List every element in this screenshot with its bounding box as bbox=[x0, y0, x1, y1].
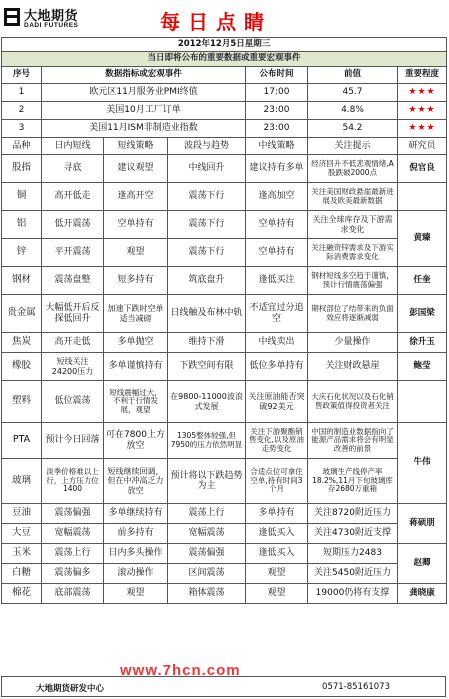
swing-trend: 日线触及布林中轨 bbox=[168, 295, 246, 333]
product-row bbox=[2, 564, 447, 584]
swing-trend: 震荡下行 bbox=[168, 183, 246, 211]
product-name: 塑料 bbox=[2, 381, 42, 423]
event-row bbox=[2, 102, 447, 120]
short-strategy: 加速下跌时空单适当减磅 bbox=[104, 295, 168, 333]
swing-trend: 宽幅震荡 bbox=[168, 524, 246, 544]
logo-text-en: DADI FUTURES bbox=[24, 22, 79, 29]
intraday-view: 低位震荡 bbox=[42, 381, 104, 423]
analyst-name bbox=[398, 381, 447, 423]
analyst-name: 鲍莹 bbox=[398, 353, 447, 381]
intraday-view: 大幅低开后反探低回升 bbox=[42, 295, 104, 333]
mid-strategy: 空单持有 bbox=[246, 211, 308, 239]
mid-strategy: 多单持有 bbox=[246, 504, 308, 524]
analyst-name: 徐升玉 bbox=[398, 333, 447, 353]
intraday-view: 震荡盘整 bbox=[42, 267, 104, 295]
focus-tip: 关注财政悬崖 bbox=[308, 353, 398, 381]
analyst-name bbox=[398, 183, 447, 211]
mid-strategy: 逢低买入 bbox=[246, 524, 308, 544]
product-name: 贵金属 bbox=[2, 295, 42, 333]
short-strategy: 前多持有 bbox=[104, 524, 168, 544]
importance-stars: ★★★ bbox=[398, 120, 447, 138]
col-header-swing: 波段与趋势 bbox=[168, 138, 246, 155]
focus-tip: 19000仍将有支撑 bbox=[308, 584, 398, 604]
short-strategy: 滚动操作 bbox=[104, 564, 168, 584]
product-row bbox=[2, 295, 447, 333]
events-header-no: 序号 bbox=[2, 67, 42, 84]
short-strategy: 短线震幅过大，不利于行情发展，观望 bbox=[104, 381, 168, 423]
swing-trend: 维持下滑 bbox=[168, 333, 246, 353]
intraday-view: 高开走低 bbox=[42, 333, 104, 353]
swing-trend: 筑底盘升 bbox=[168, 267, 246, 295]
mid-strategy: 逢高加空 bbox=[246, 183, 308, 211]
swing-trend: 震荡下行 bbox=[168, 239, 246, 267]
swing-trend: 下跌空间有限 bbox=[168, 353, 246, 381]
short-strategy: 日内多头操作 bbox=[104, 544, 168, 564]
intraday-view: 底部震荡 bbox=[42, 584, 104, 604]
short-strategy: 观望 bbox=[104, 239, 168, 267]
short-strategy: 多单谨慎持有 bbox=[104, 353, 168, 381]
product-name: 大豆 bbox=[2, 524, 42, 544]
events-header-time: 公布时间 bbox=[246, 67, 308, 84]
short-strategy: 多单继续持有 bbox=[104, 504, 168, 524]
event-prev: 4.8% bbox=[308, 102, 398, 120]
intraday-view: 震荡偏多 bbox=[42, 564, 104, 584]
focus-tip: 少量操作 bbox=[308, 333, 398, 353]
product-name: 橡胶 bbox=[2, 353, 42, 381]
col-header-short: 短线策略 bbox=[104, 138, 168, 155]
focus-tip: 关注融资锌需求及下游实际消费需求变化 bbox=[308, 239, 398, 267]
product-row bbox=[2, 211, 447, 239]
events-header-prev: 前值 bbox=[308, 67, 398, 84]
analyst-name: 倪官良 bbox=[398, 155, 447, 183]
report-date: 2012年12月5日星期三 bbox=[2, 38, 447, 52]
product-row bbox=[2, 504, 447, 524]
product-name: 玉米 bbox=[2, 544, 42, 564]
footer-org: 大地期货研发中心 bbox=[36, 684, 105, 694]
focus-tip: 大庆石化状况以及石化销售政策值得投资者关注 bbox=[308, 381, 398, 423]
short-strategy: 多单抛空 bbox=[104, 333, 168, 353]
product-name: PTA bbox=[2, 423, 42, 459]
focus-tip: 关注美国财政悬崖最新进展及欧美最新数据 bbox=[308, 183, 398, 211]
mid-strategy: 观望 bbox=[246, 584, 308, 604]
event-name: 欧元区11月服务业PMI终值 bbox=[42, 84, 246, 102]
date-row bbox=[2, 38, 447, 52]
swing-trend: 区间震荡 bbox=[168, 564, 246, 584]
mid-strategy: 逢低买入 bbox=[246, 544, 308, 564]
analyst-name: 牛伟 bbox=[398, 423, 447, 504]
event-name: 美国10月工厂订单 bbox=[42, 102, 246, 120]
swing-trend: 震荡下行 bbox=[168, 211, 246, 239]
intraday-view: 淡季价格难以上行，上方压力位1400 bbox=[42, 459, 104, 504]
importance-stars: ★★★ bbox=[398, 102, 447, 120]
analyst-name: 赵卿 bbox=[398, 544, 447, 584]
short-strategy: 短线继续回调，但在中冲高乏力放空 bbox=[104, 459, 168, 504]
importance-stars: ★★★ bbox=[398, 84, 447, 102]
intraday-view: 寻底 bbox=[42, 155, 104, 183]
mid-strategy: 不适宜过分追空 bbox=[246, 295, 308, 333]
product-row bbox=[2, 524, 447, 544]
short-strategy: 逢高开空 bbox=[104, 183, 168, 211]
product-name: 焦炭 bbox=[2, 333, 42, 353]
product-name: 锌 bbox=[2, 239, 42, 267]
events-header-row bbox=[2, 67, 447, 84]
event-no: 2 bbox=[2, 102, 42, 120]
product-row bbox=[2, 459, 447, 504]
events-header-event: 数据指标或宏观事件 bbox=[42, 67, 246, 84]
logo-mark-icon bbox=[3, 6, 21, 28]
product-name: 棉花 bbox=[2, 584, 42, 604]
product-row bbox=[2, 584, 447, 604]
analyst-name: 龚晓康 bbox=[398, 584, 447, 604]
report-table bbox=[1, 37, 447, 604]
column-header-row bbox=[2, 138, 447, 155]
product-row bbox=[2, 183, 447, 211]
logo bbox=[3, 4, 98, 32]
col-header-mid: 中线策略 bbox=[246, 138, 308, 155]
page-title: 每日点睛 bbox=[160, 10, 272, 34]
product-row bbox=[2, 544, 447, 564]
footer bbox=[1, 676, 446, 697]
event-prev: 54.2 bbox=[308, 120, 398, 138]
product-row bbox=[2, 381, 447, 423]
product-row bbox=[2, 155, 447, 183]
product-row bbox=[2, 333, 447, 353]
mid-strategy: 建议持有多单 bbox=[246, 155, 308, 183]
header bbox=[0, 0, 449, 37]
mid-strategy: 合适点位可拿住空单,持有时间3个月 bbox=[246, 459, 308, 504]
product-name: 股指 bbox=[2, 155, 42, 183]
swing-trend: 箱体震荡 bbox=[168, 584, 246, 604]
product-name: 钢材 bbox=[2, 267, 42, 295]
mid-strategy: 低位多单持有 bbox=[246, 353, 308, 381]
focus-tip: 期权部位了结带来的负面效应将逐渐减弱 bbox=[308, 295, 398, 333]
swing-trend: 预计将以下跌趋势为主 bbox=[168, 459, 246, 504]
events-subtitle: 当日即将公布的重要数据或重要宏观事件 bbox=[2, 52, 447, 67]
footer-phone: 0571-85161073 bbox=[322, 682, 390, 692]
swing-trend: 在9800-11000波浪式发展 bbox=[168, 381, 246, 423]
mid-strategy: 逢低买注 bbox=[246, 267, 308, 295]
subtitle-row bbox=[2, 52, 447, 67]
event-prev: 45.7 bbox=[308, 84, 398, 102]
analyst-name: 彭国梁 bbox=[398, 295, 447, 333]
event-no: 1 bbox=[2, 84, 42, 102]
intraday-view: 震荡偏强 bbox=[42, 504, 104, 524]
intraday-view: 宽幅震荡 bbox=[42, 524, 104, 544]
focus-tip: 中国的制造业数据指向了能源产品需求将会有明显改善的前景 bbox=[308, 423, 398, 459]
event-time: 23:00 bbox=[246, 102, 308, 120]
col-header-analyst: 研究员 bbox=[398, 138, 447, 155]
analyst-name: 蒋硕朋 bbox=[398, 504, 447, 544]
product-name: 白糖 bbox=[2, 564, 42, 584]
short-strategy: 空单持有 bbox=[104, 211, 168, 239]
product-row bbox=[2, 423, 447, 459]
focus-tip: 钢材短线多空趋于谨慎，预计行情震荡偏强 bbox=[308, 267, 398, 295]
short-strategy: 观望 bbox=[104, 584, 168, 604]
mid-strategy: 关注下游聚酯销售变化,以及原油走势变化 bbox=[246, 423, 308, 459]
event-name: 美国11月ISM非制造业指数 bbox=[42, 120, 246, 138]
intraday-view: 低开震荡 bbox=[42, 211, 104, 239]
event-time: 23:00 bbox=[246, 120, 308, 138]
short-strategy: 建议观望 bbox=[104, 155, 168, 183]
focus-tip: 玻璃生产线停产率18.2%,11月下旬玻璃库存2680万重箱 bbox=[308, 459, 398, 504]
focus-tip: 关注全球库存及下游需求变化 bbox=[308, 211, 398, 239]
product-row bbox=[2, 267, 447, 295]
intraday-view: 预计今日回落 bbox=[42, 423, 104, 459]
focus-tip: 关注5450附近压力 bbox=[308, 564, 398, 584]
events-header-importance: 重要程度 bbox=[398, 67, 447, 84]
intraday-view: 短线关注24200压力 bbox=[42, 353, 104, 381]
analyst-name: 任奎 bbox=[398, 267, 447, 295]
col-header-intraday: 日内短线 bbox=[42, 138, 104, 155]
product-name: 铜 bbox=[2, 183, 42, 211]
event-row bbox=[2, 120, 447, 138]
product-name: 铝 bbox=[2, 211, 42, 239]
col-header-tip: 关注提示 bbox=[308, 138, 398, 155]
product-row bbox=[2, 239, 447, 267]
mid-strategy: 关注原油能否突破92美元 bbox=[246, 381, 308, 423]
swing-trend: 震荡上行 bbox=[168, 504, 246, 524]
logo-text-cn: 大地期货 bbox=[24, 9, 79, 24]
product-row bbox=[2, 353, 447, 381]
event-row bbox=[2, 84, 447, 102]
swing-trend: 1305整体较强,但7950的压力依然明显 bbox=[168, 423, 246, 459]
event-no: 3 bbox=[2, 120, 42, 138]
short-strategy: 短多持有 bbox=[104, 267, 168, 295]
event-time: 17:00 bbox=[246, 84, 308, 102]
swing-trend: 中线回升 bbox=[168, 155, 246, 183]
intraday-view: 高开低走 bbox=[42, 183, 104, 211]
focus-tip: 经济回升不低悲观情绪,A股跌破2000点 bbox=[308, 155, 398, 183]
product-name: 豆油 bbox=[2, 504, 42, 524]
focus-tip: 关注8720附近压力 bbox=[308, 504, 398, 524]
focus-tip: 关注4730附近支撑 bbox=[308, 524, 398, 544]
mid-strategy: 空单持有 bbox=[246, 239, 308, 267]
swing-trend: 震荡偏强 bbox=[168, 544, 246, 564]
watermark: www.7hcn.com bbox=[120, 662, 241, 679]
short-strategy: 可在7800上方放空 bbox=[104, 423, 168, 459]
product-name: 玻璃 bbox=[2, 459, 42, 504]
intraday-view: 震荡上行 bbox=[42, 544, 104, 564]
analyst-name: 黄臻 bbox=[398, 211, 447, 267]
col-header-product: 品种 bbox=[2, 138, 42, 155]
mid-strategy: 观望 bbox=[246, 564, 308, 584]
focus-tip: 短期压力2483 bbox=[308, 544, 398, 564]
intraday-view: 平开震荡 bbox=[42, 239, 104, 267]
mid-strategy: 中线卖出 bbox=[246, 333, 308, 353]
